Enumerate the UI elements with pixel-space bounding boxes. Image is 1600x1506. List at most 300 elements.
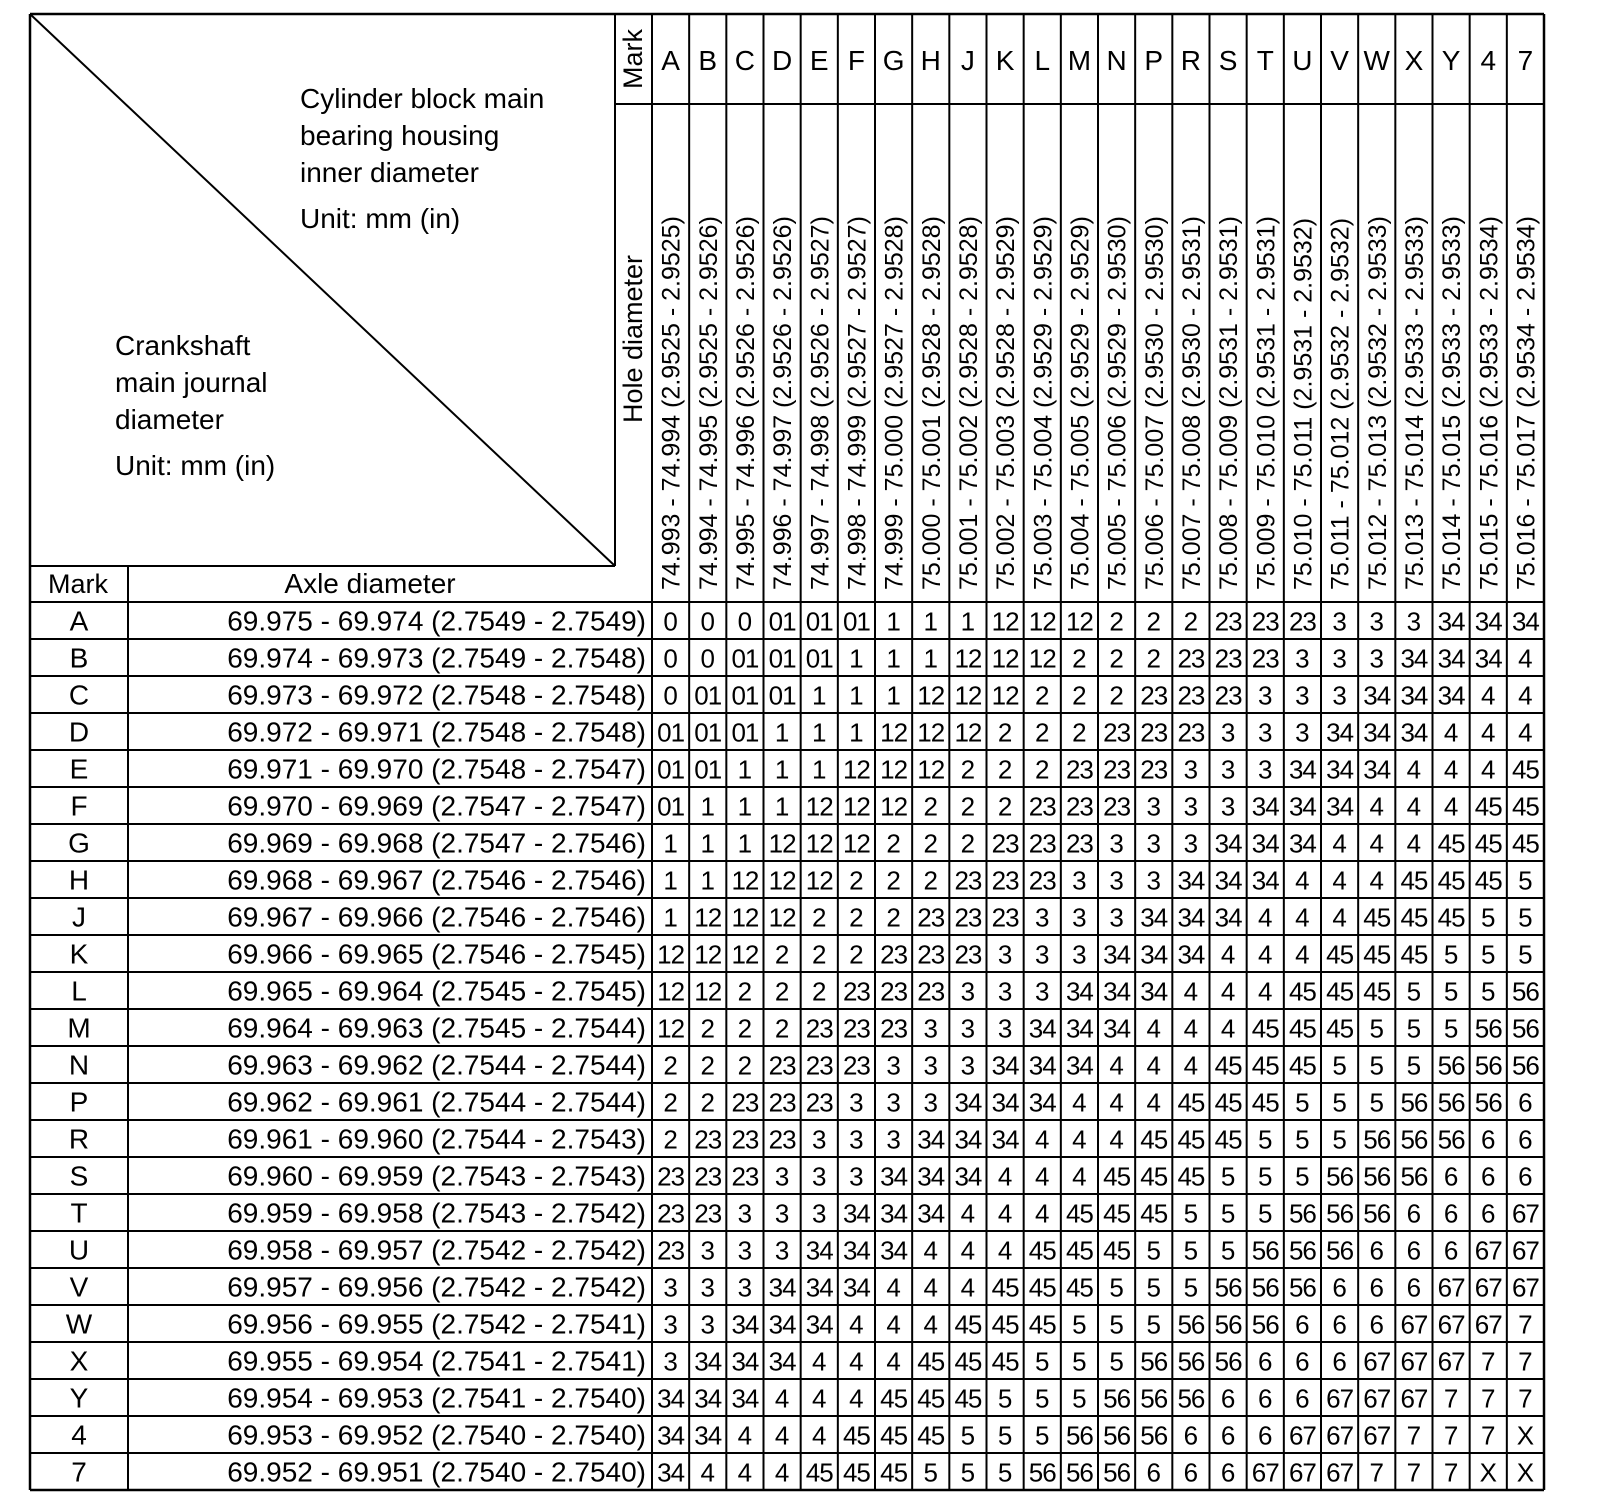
table-cell: 3 [886, 1087, 901, 1118]
table-cell: 4 [1295, 939, 1310, 970]
table-cell: 3 [923, 1050, 938, 1081]
table-cell: 7 [1406, 1457, 1422, 1488]
table-cell: 3 [960, 1013, 976, 1044]
column-hole-diameter: 74.995 - 74.996 (2.9526 - 2.9526) [731, 216, 760, 590]
table-cell: 5 [1443, 1013, 1459, 1044]
table-cell: 45 [1400, 902, 1428, 933]
table-cell: 4 [1295, 902, 1310, 933]
table-cell: 2 [812, 939, 827, 970]
table-cell: 1 [700, 791, 715, 822]
block-unit: Unit: mm (in) [300, 203, 461, 234]
table-cell: 34 [1251, 791, 1279, 822]
table-cell: 34 [991, 1050, 1019, 1081]
table-cell: 3 [886, 1124, 901, 1155]
table-cell: 2 [886, 902, 901, 933]
table-cell: 45 [1326, 939, 1354, 970]
row-mark: P [69, 1086, 89, 1118]
table-cell: 2 [1183, 606, 1199, 637]
table-cell: 3 [960, 1050, 976, 1081]
table-cell: 3 [700, 1309, 715, 1340]
table-cell: 45 [1326, 1013, 1354, 1044]
row-mark: M [67, 1012, 91, 1044]
table-cell: 23 [1140, 717, 1168, 748]
table-cell: 4 [700, 1457, 715, 1488]
table-cell: 34 [954, 1087, 982, 1118]
column-mark: P [1144, 45, 1164, 76]
table-cell: 45 [1474, 865, 1502, 896]
table-cell: 4 [1443, 754, 1459, 785]
table-cell: 1 [774, 717, 790, 748]
table-cell: 67 [1251, 1457, 1279, 1488]
column-hole-diameter: 74.999 - 75.000 (2.9527 - 2.9528) [880, 216, 909, 590]
table-cell: 56 [1177, 1383, 1205, 1414]
table-cell: 3 [663, 1346, 678, 1377]
table-cell: 56 [1251, 1272, 1279, 1303]
table-cell: 4 [1481, 717, 1496, 748]
table-cell: 2 [1109, 680, 1124, 711]
table-cell: 67 [1400, 1346, 1428, 1377]
table-cell: 56 [1140, 1383, 1168, 1414]
table-cell: 4 [1220, 939, 1236, 970]
table-cell: 3 [1183, 754, 1199, 785]
table-cell: 3 [1332, 606, 1347, 637]
table-cell: 5 [1146, 1272, 1161, 1303]
table-cell: 4 [886, 1346, 901, 1377]
table-cell: 3 [774, 1198, 790, 1229]
table-cell: 3 [663, 1272, 678, 1303]
table-cell: 34 [694, 1346, 722, 1377]
table-cell: 4 [997, 1235, 1013, 1266]
table-cell: 6 [1220, 1420, 1236, 1451]
table-cell: 34 [1400, 643, 1428, 674]
table-cell: 12 [917, 754, 945, 785]
block-title-line-3: inner diameter [300, 157, 479, 188]
table-cell: 5 [1258, 1124, 1273, 1155]
table-cell: 23 [991, 828, 1019, 859]
table-cell: 3 [774, 1235, 790, 1266]
table-cell: 56 [1474, 1050, 1502, 1081]
column-mark: D [771, 45, 793, 76]
row-axle-diameter: 69.964 - 69.963 (2.7545 - 2.7544) [227, 1012, 646, 1044]
table-cell: 3 [1406, 606, 1422, 637]
table-cell: 23 [694, 1198, 722, 1229]
table-cell: 5 [1295, 1087, 1310, 1118]
table-cell: 6 [1220, 1383, 1236, 1414]
table-cell: 23 [657, 1198, 685, 1229]
row-axle-diameter: 69.975 - 69.974 (2.7549 - 2.7549) [227, 605, 646, 637]
table-cell: 67 [1437, 1346, 1465, 1377]
table-cell: 6 [1258, 1383, 1273, 1414]
table-cell: 12 [991, 606, 1019, 637]
table-cell: 2 [700, 1050, 715, 1081]
row-mark: D [68, 716, 90, 748]
table-cell: 34 [1363, 754, 1391, 785]
crank-unit: Unit: mm (in) [115, 450, 276, 481]
row-mark: N [68, 1049, 90, 1081]
table-cell: 3 [1035, 976, 1050, 1007]
table-cell: 67 [1437, 1272, 1465, 1303]
table-cell: 34 [1065, 1050, 1093, 1081]
table-cell: 23 [768, 1124, 796, 1155]
table-cell: 4 [1258, 902, 1273, 933]
table-cell: 34 [768, 1272, 796, 1303]
row-mark: T [70, 1197, 88, 1229]
table-cell: 3 [1109, 902, 1124, 933]
table-cell: 3 [923, 1087, 938, 1118]
table-cell: 34 [842, 1272, 870, 1303]
table-cell: 01 [694, 680, 722, 711]
table-cell: 23 [880, 976, 908, 1007]
table-cell: 5 [1146, 1235, 1161, 1266]
table-cell: 67 [1363, 1346, 1391, 1377]
table-cell: 6 [1518, 1124, 1533, 1155]
table-cell: 2 [1072, 643, 1087, 674]
table-cell: 34 [1326, 717, 1354, 748]
table-cell: 34 [991, 1124, 1019, 1155]
row-axle-diameter: 69.960 - 69.959 (2.7543 - 2.7543) [227, 1160, 646, 1192]
table-cell: 2 [923, 791, 938, 822]
table-cell: 5 [1183, 1272, 1199, 1303]
table-cell: 3 [812, 1124, 827, 1155]
column-mark: T [1256, 45, 1274, 76]
table-cell: 01 [731, 643, 759, 674]
table-cell: 4 [1072, 1087, 1087, 1118]
row-mark: E [69, 753, 89, 785]
table-cell: 45 [1177, 1161, 1205, 1192]
table-cell: 5 [1332, 1087, 1347, 1118]
table-cell: 3 [1220, 754, 1236, 785]
table-cell: 3 [812, 1161, 827, 1192]
row-mark: 4 [71, 1419, 87, 1451]
table-cell: 5 [1295, 1161, 1310, 1192]
table-cell: 7 [1481, 1420, 1496, 1451]
table-cell: 2 [1072, 717, 1087, 748]
table-cell: 34 [731, 1383, 759, 1414]
table-cell: 4 [1332, 902, 1347, 933]
table-cell: 34 [1363, 680, 1391, 711]
table-cell: 56 [1140, 1346, 1168, 1377]
table-cell: 6 [1295, 1346, 1310, 1377]
table-cell: 12 [805, 791, 833, 822]
table-cell: 4 [1146, 1013, 1161, 1044]
table-cell: 6 [1332, 1272, 1347, 1303]
table-cell: 4 [812, 1420, 827, 1451]
table-cell: 34 [1028, 1050, 1056, 1081]
table-cell: 12 [880, 717, 908, 748]
table-cell: 23 [805, 1050, 833, 1081]
table-cell: 2 [700, 1087, 715, 1118]
column-hole-diameter: 75.011 - 75.012 (2.9532 - 2.9532) [1326, 217, 1355, 590]
row-mark: C [68, 679, 90, 711]
table-cell: 4 [1406, 754, 1422, 785]
table-cell: 4 [812, 1383, 827, 1414]
row-axle-diameter: 69.963 - 69.962 (2.7544 - 2.7544) [227, 1049, 646, 1081]
table-cell: 12 [991, 680, 1019, 711]
table-cell: 34 [768, 1309, 796, 1340]
table-cell: 34 [1288, 828, 1316, 859]
table-cell: 4 [923, 1309, 938, 1340]
column-hole-diameter: 74.996 - 74.997 (2.9526 - 2.9526) [769, 216, 798, 590]
table-cell: 4 [774, 1383, 790, 1414]
table-cell: 6 [1369, 1272, 1384, 1303]
table-cell: 56 [1103, 1420, 1131, 1451]
table-cell: 4 [737, 1457, 753, 1488]
column-hole-diameter: 75.009 - 75.010 (2.9531 - 2.9531) [1252, 216, 1281, 590]
table-cell: 45 [954, 1383, 982, 1414]
table-cell: 67 [1363, 1383, 1391, 1414]
table-cell: 56 [1214, 1309, 1242, 1340]
column-hole-diameter: 75.003 - 75.004 (2.9529 - 2.9529) [1029, 216, 1058, 590]
table-cell: 23 [917, 976, 945, 1007]
table-cell: 67 [1511, 1235, 1539, 1266]
table-cell: 2 [737, 976, 753, 1007]
table-cell: 4 [737, 1420, 753, 1451]
row-mark: U [68, 1234, 90, 1266]
table-cell: 1 [774, 791, 790, 822]
table-cell: 2 [849, 939, 864, 970]
table-cell: 45 [1437, 865, 1465, 896]
table-cell: 45 [991, 1346, 1019, 1377]
row-axle-diameter: 69.974 - 69.973 (2.7549 - 2.7548) [227, 642, 646, 674]
table-cell: 3 [849, 1124, 864, 1155]
table-cell: 5 [1183, 1198, 1199, 1229]
table-cell: 4 [1481, 680, 1496, 711]
table-cell: 3 [700, 1235, 715, 1266]
table-cell: 12 [1028, 643, 1056, 674]
table-cell: 5 [1443, 976, 1459, 1007]
table-cell: 5 [1518, 939, 1533, 970]
table-cell: 23 [842, 1013, 870, 1044]
table-cell: 34 [1214, 828, 1242, 859]
table-cell: 45 [1474, 791, 1502, 822]
table-cell: 45 [880, 1383, 908, 1414]
table-cell: 4 [1183, 976, 1199, 1007]
table-cell: 5 [960, 1420, 976, 1451]
table-cell: 45 [991, 1272, 1019, 1303]
table-cell: 23 [1103, 717, 1131, 748]
table-cell: 01 [842, 606, 870, 637]
table-cell: 67 [1288, 1420, 1316, 1451]
table-cell: 2 [1146, 643, 1161, 674]
table-cell: 56 [1400, 1087, 1428, 1118]
table-cell: 56 [1474, 1013, 1502, 1044]
table-cell: 12 [805, 828, 833, 859]
table-cell: 34 [805, 1235, 833, 1266]
table-cell: 12 [694, 902, 722, 933]
table-cell: 5 [1406, 1013, 1422, 1044]
table-cell: 23 [768, 1087, 796, 1118]
table-cell: 45 [1140, 1161, 1168, 1192]
table-cell: 67 [1326, 1420, 1354, 1451]
table-cell: 2 [849, 865, 864, 896]
table-cell: 6 [1295, 1309, 1310, 1340]
table-cell: 34 [1140, 939, 1168, 970]
table-cell: 23 [1028, 828, 1056, 859]
table-cell: 4 [1035, 1161, 1050, 1192]
row-axle-diameter: 69.953 - 69.952 (2.7540 - 2.7540) [227, 1419, 646, 1451]
row-axle-diameter: 69.966 - 69.965 (2.7546 - 2.7545) [227, 938, 646, 970]
table-cell: 2 [1035, 717, 1050, 748]
column-mark: Y [1441, 45, 1461, 76]
table-cell: 2 [997, 717, 1013, 748]
column-hole-diameter: 75.001 - 75.002 (2.9528 - 2.9528) [954, 216, 983, 590]
table-cell: 1 [663, 865, 678, 896]
table-cell: 56 [1251, 1309, 1279, 1340]
table-cell: 45 [954, 1346, 982, 1377]
table-cell: 5 [1072, 1346, 1087, 1377]
table-cell: 5 [1295, 1124, 1310, 1155]
corner-header [115, 83, 544, 481]
table-cell: 6 [1406, 1272, 1422, 1303]
table-cell: 1 [663, 828, 678, 859]
table-cell: 34 [1103, 1013, 1131, 1044]
table-cell: 56 [1326, 1235, 1354, 1266]
table-cell: 6 [1258, 1420, 1273, 1451]
table-cell: 45 [1474, 828, 1502, 859]
table-cell: 23 [1065, 828, 1093, 859]
table-cell: 4 [1518, 680, 1533, 711]
table-cell: 56 [1214, 1346, 1242, 1377]
column-mark: R [1180, 45, 1202, 76]
table-cell: 4 [1183, 1050, 1199, 1081]
table-cell: 7 [1518, 1346, 1533, 1377]
table-cell: 2 [997, 754, 1013, 785]
table-cell: 1 [812, 717, 827, 748]
table-cell: 5 [960, 1457, 976, 1488]
table-cell: 3 [737, 1198, 753, 1229]
table-cell: 45 [1511, 828, 1539, 859]
table-cell: 34 [1437, 606, 1465, 637]
table-cell: 67 [1363, 1420, 1391, 1451]
table-cell: 34 [1065, 976, 1093, 1007]
table-cell: 5 [923, 1457, 938, 1488]
table-cell: 6 [1258, 1346, 1273, 1377]
table-cell: 45 [1177, 1087, 1205, 1118]
table-cell: 45 [880, 1457, 908, 1488]
table-cell: 2 [923, 828, 938, 859]
row-axle-diameter: 69.972 - 69.971 (2.7548 - 2.7548) [227, 716, 646, 748]
table-cell: 45 [1140, 1198, 1168, 1229]
table-cell: 5 [1220, 1235, 1236, 1266]
table-cell: 0 [663, 606, 678, 637]
table-cell: 56 [1177, 1309, 1205, 1340]
table-cell: 23 [1103, 791, 1131, 822]
table-cell: 1 [812, 754, 827, 785]
row-axle-diameter: 69.959 - 69.958 (2.7543 - 2.7542) [227, 1197, 646, 1229]
table-cell: 6 [1518, 1161, 1533, 1192]
column-mark: 7 [1517, 45, 1534, 76]
table-cell: 12 [880, 791, 908, 822]
table-cell: 2 [1035, 754, 1050, 785]
table-cell: 5 [1258, 1161, 1273, 1192]
table-cell: 4 [1072, 1124, 1087, 1155]
table-cell: 2 [1072, 680, 1087, 711]
table-cell: 12 [880, 754, 908, 785]
column-mark: K [995, 45, 1015, 76]
table-cell: 5 [1369, 1087, 1384, 1118]
table-cell: 5 [1518, 902, 1533, 933]
table-cell: 6 [1443, 1161, 1459, 1192]
table-cell: 3 [849, 1161, 864, 1192]
table-cell: 23 [731, 1161, 759, 1192]
table-cell: 6 [1332, 1309, 1347, 1340]
table-cell: 23 [1214, 680, 1242, 711]
table-cell: 23 [1065, 791, 1093, 822]
row-mark: F [70, 790, 88, 822]
table-cell: 01 [657, 754, 685, 785]
table-cell: 12 [694, 939, 722, 970]
table-cell: 4 [774, 1457, 790, 1488]
table-cell: 2 [737, 1050, 753, 1081]
table-cell: 23 [1103, 754, 1131, 785]
table-cell: 12 [991, 643, 1019, 674]
column-mark: S [1218, 45, 1238, 76]
table-cell: 1 [737, 791, 753, 822]
table-cell: 23 [694, 1161, 722, 1192]
table-cell: 2 [700, 1013, 715, 1044]
table-cell: 34 [694, 1383, 722, 1414]
table-cell: 6 [1481, 1198, 1496, 1229]
column-hole-diameter: 74.997 - 74.998 (2.9526 - 2.9527) [806, 216, 835, 590]
table-cell: 34 [1400, 717, 1428, 748]
table-cell: 1 [886, 643, 901, 674]
table-cell: 23 [1251, 643, 1279, 674]
table-cell: 34 [657, 1383, 685, 1414]
table-cell: 12 [768, 828, 796, 859]
table-cell: 1 [663, 902, 678, 933]
table-cell: 3 [1146, 865, 1161, 896]
crank-title-line-3: diameter [115, 404, 224, 435]
row-mark: R [68, 1123, 90, 1155]
table-cell: 56 [1065, 1457, 1093, 1488]
table-cell: 45 [1140, 1124, 1168, 1155]
table-cell: 12 [842, 791, 870, 822]
hole-diameter-label: Hole diameter [618, 254, 648, 424]
table-cell: 4 [1072, 1161, 1087, 1192]
table-cell: 67 [1474, 1235, 1502, 1266]
column-mark: B [698, 45, 718, 76]
table-cell: 3 [1072, 939, 1087, 970]
table-cell: 45 [917, 1383, 945, 1414]
table-cell: 0 [737, 606, 753, 637]
table-cell: 45 [1214, 1124, 1242, 1155]
table-cell: 34 [1251, 865, 1279, 896]
table-cell: 2 [663, 1087, 678, 1118]
table-cell: 6 [1518, 1087, 1533, 1118]
column-hole-diameter: 75.006 - 75.007 (2.9530 - 2.9530) [1140, 216, 1169, 590]
column-hole-diameter: 75.010 - 75.011 (2.9531 - 2.9532) [1289, 217, 1318, 590]
table-cell: 2 [812, 976, 827, 1007]
table-cell: 01 [694, 754, 722, 785]
table-cell: 56 [1511, 1013, 1539, 1044]
table-cell: 23 [842, 976, 870, 1007]
column-hole-diameter: 74.993 - 74.994 (2.9525 - 2.9525) [657, 216, 686, 590]
table-cell: 23 [1177, 643, 1205, 674]
table-cell: 45 [1065, 1198, 1093, 1229]
table-cell: 34 [1326, 754, 1354, 785]
table-cell: 45 [842, 1420, 870, 1451]
table-cell: 6 [1443, 1235, 1459, 1266]
column-mark: M [1067, 45, 1092, 76]
table-cell: 3 [737, 1272, 753, 1303]
table-cell: 3 [1146, 791, 1161, 822]
row-mark: S [69, 1160, 89, 1192]
table-cell: 5 [1220, 1161, 1236, 1192]
table-cell: 6 [1332, 1346, 1347, 1377]
table-cell: 34 [1177, 902, 1205, 933]
table-cell: 3 [1035, 939, 1050, 970]
table-cell: 45 [880, 1420, 908, 1451]
